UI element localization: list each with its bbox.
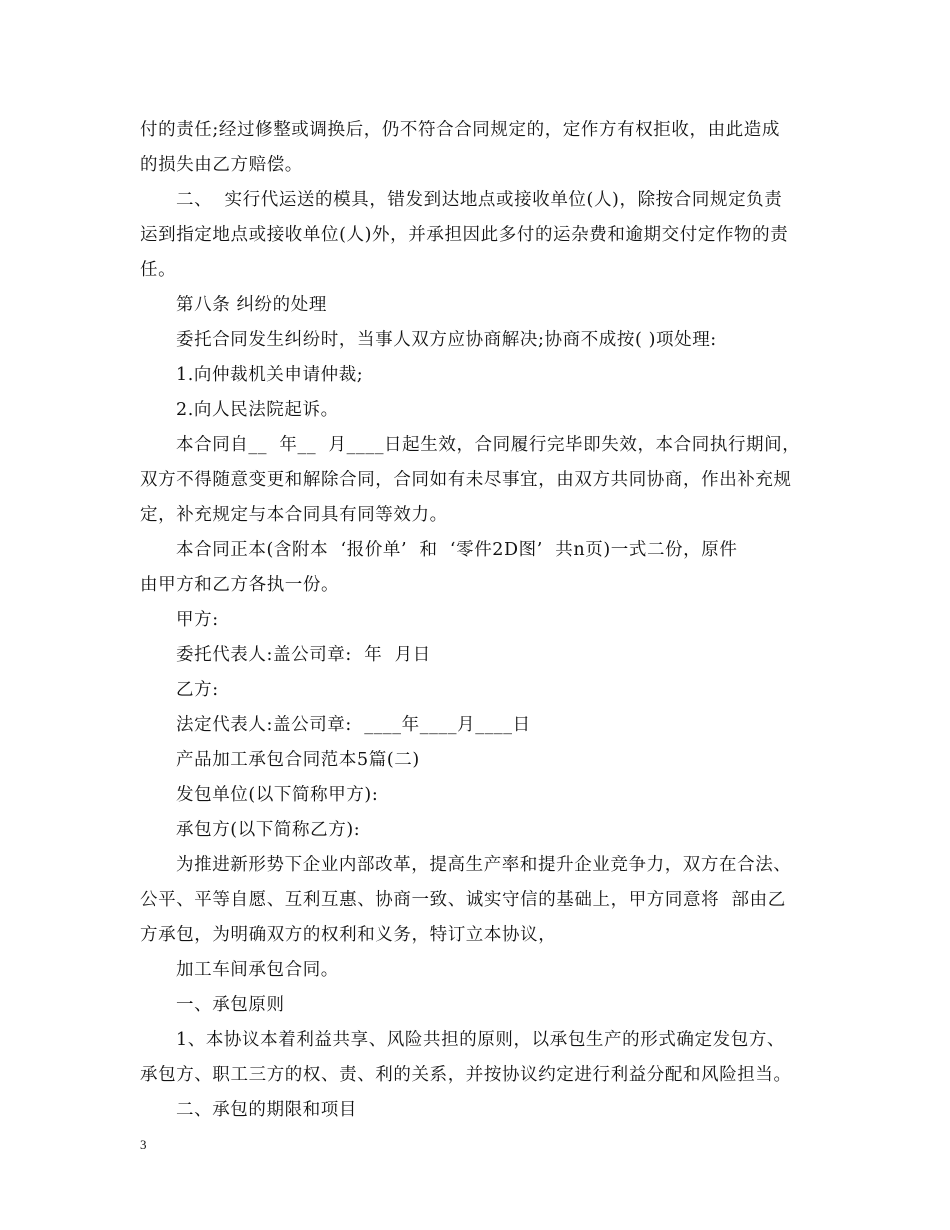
text-line: 二、 实行代运送的模具，错发到达地点或接收单位(人)，除按合同规定负责 <box>176 190 783 210</box>
list-item: 1.向仲裁机关申请仲裁; <box>176 365 364 385</box>
text-line: 发包单位(以下简称甲方): <box>176 785 379 805</box>
signature-line: 委托代表人:盖公司章: 年 月日 <box>176 645 431 665</box>
section-heading: 二、承包的期限和项目 <box>176 1100 357 1120</box>
section-heading: 第八条 纠纷的处理 <box>176 295 327 315</box>
text-line: 1、本协议本着利益共享、风险共担的原则，以承包生产的形式确定发包方、 <box>176 1030 786 1050</box>
text-line: 由甲方和乙方各执一份。 <box>140 575 340 595</box>
text-line: 加工车间承包合同。 <box>176 960 339 980</box>
text-line: 为推进新形势下企业内部改革，提高生产率和提升企业竞争力，双方在合法、 <box>176 855 792 875</box>
text-line: 任。 <box>140 260 177 280</box>
text-line: 双方不得随意变更和解除合同，合同如有未尽事宜，由双方共同协商，作出补充规 <box>140 470 792 490</box>
party-b-label: 乙方: <box>176 680 219 700</box>
page-number: 3 <box>140 1137 147 1152</box>
section-title: 产品加工承包合同范本5篇(二) <box>176 750 420 770</box>
party-a-label: 甲方: <box>176 610 219 630</box>
text-line: 定，补充规定与本合同具有同等效力。 <box>140 505 448 525</box>
text-line: 方承包，为明确双方的权利和义务，特订立本协议， <box>140 925 557 945</box>
text-line: 承包方(以下简称乙方): <box>176 820 361 840</box>
text-line: 的损失由乙方赔偿。 <box>140 155 303 175</box>
list-item: 2.向人民法院起诉。 <box>176 400 339 420</box>
text-line: 本合同自__ 年__ 月____日起生效，合同履行完毕即失效，本合同执行期间， <box>176 435 801 455</box>
text-line: 委托合同发生纠纷时，当事人双方应协商解决;协商不成按( )项处理: <box>176 330 717 350</box>
text-line: 承包方、职工三方的权、责、利的关系，并按协议约定进行利益分配和风险担当。 <box>140 1065 792 1085</box>
text-line: 付的责任;经过修整或调换后，仍不符合合同规定的，定作方有权拒收，由此造成 <box>140 120 780 140</box>
text-line: 本合同正本(含附本 ‘报价单’ 和 ‘零件2D图’ 共n页)一式二份，原件 <box>176 540 738 560</box>
text-line: 公平、平等自愿、互利互惠、协商一致、诚实守信的基础上，甲方同意将 部由乙 <box>140 890 786 910</box>
section-heading: 一、承包原则 <box>176 995 285 1015</box>
text-line: 运到指定地点或接收单位(人)外，并承担因此多付的运杂费和逾期交付定作物的责 <box>140 225 789 245</box>
signature-line: 法定代表人:盖公司章: ____年____月____日 <box>176 715 531 735</box>
